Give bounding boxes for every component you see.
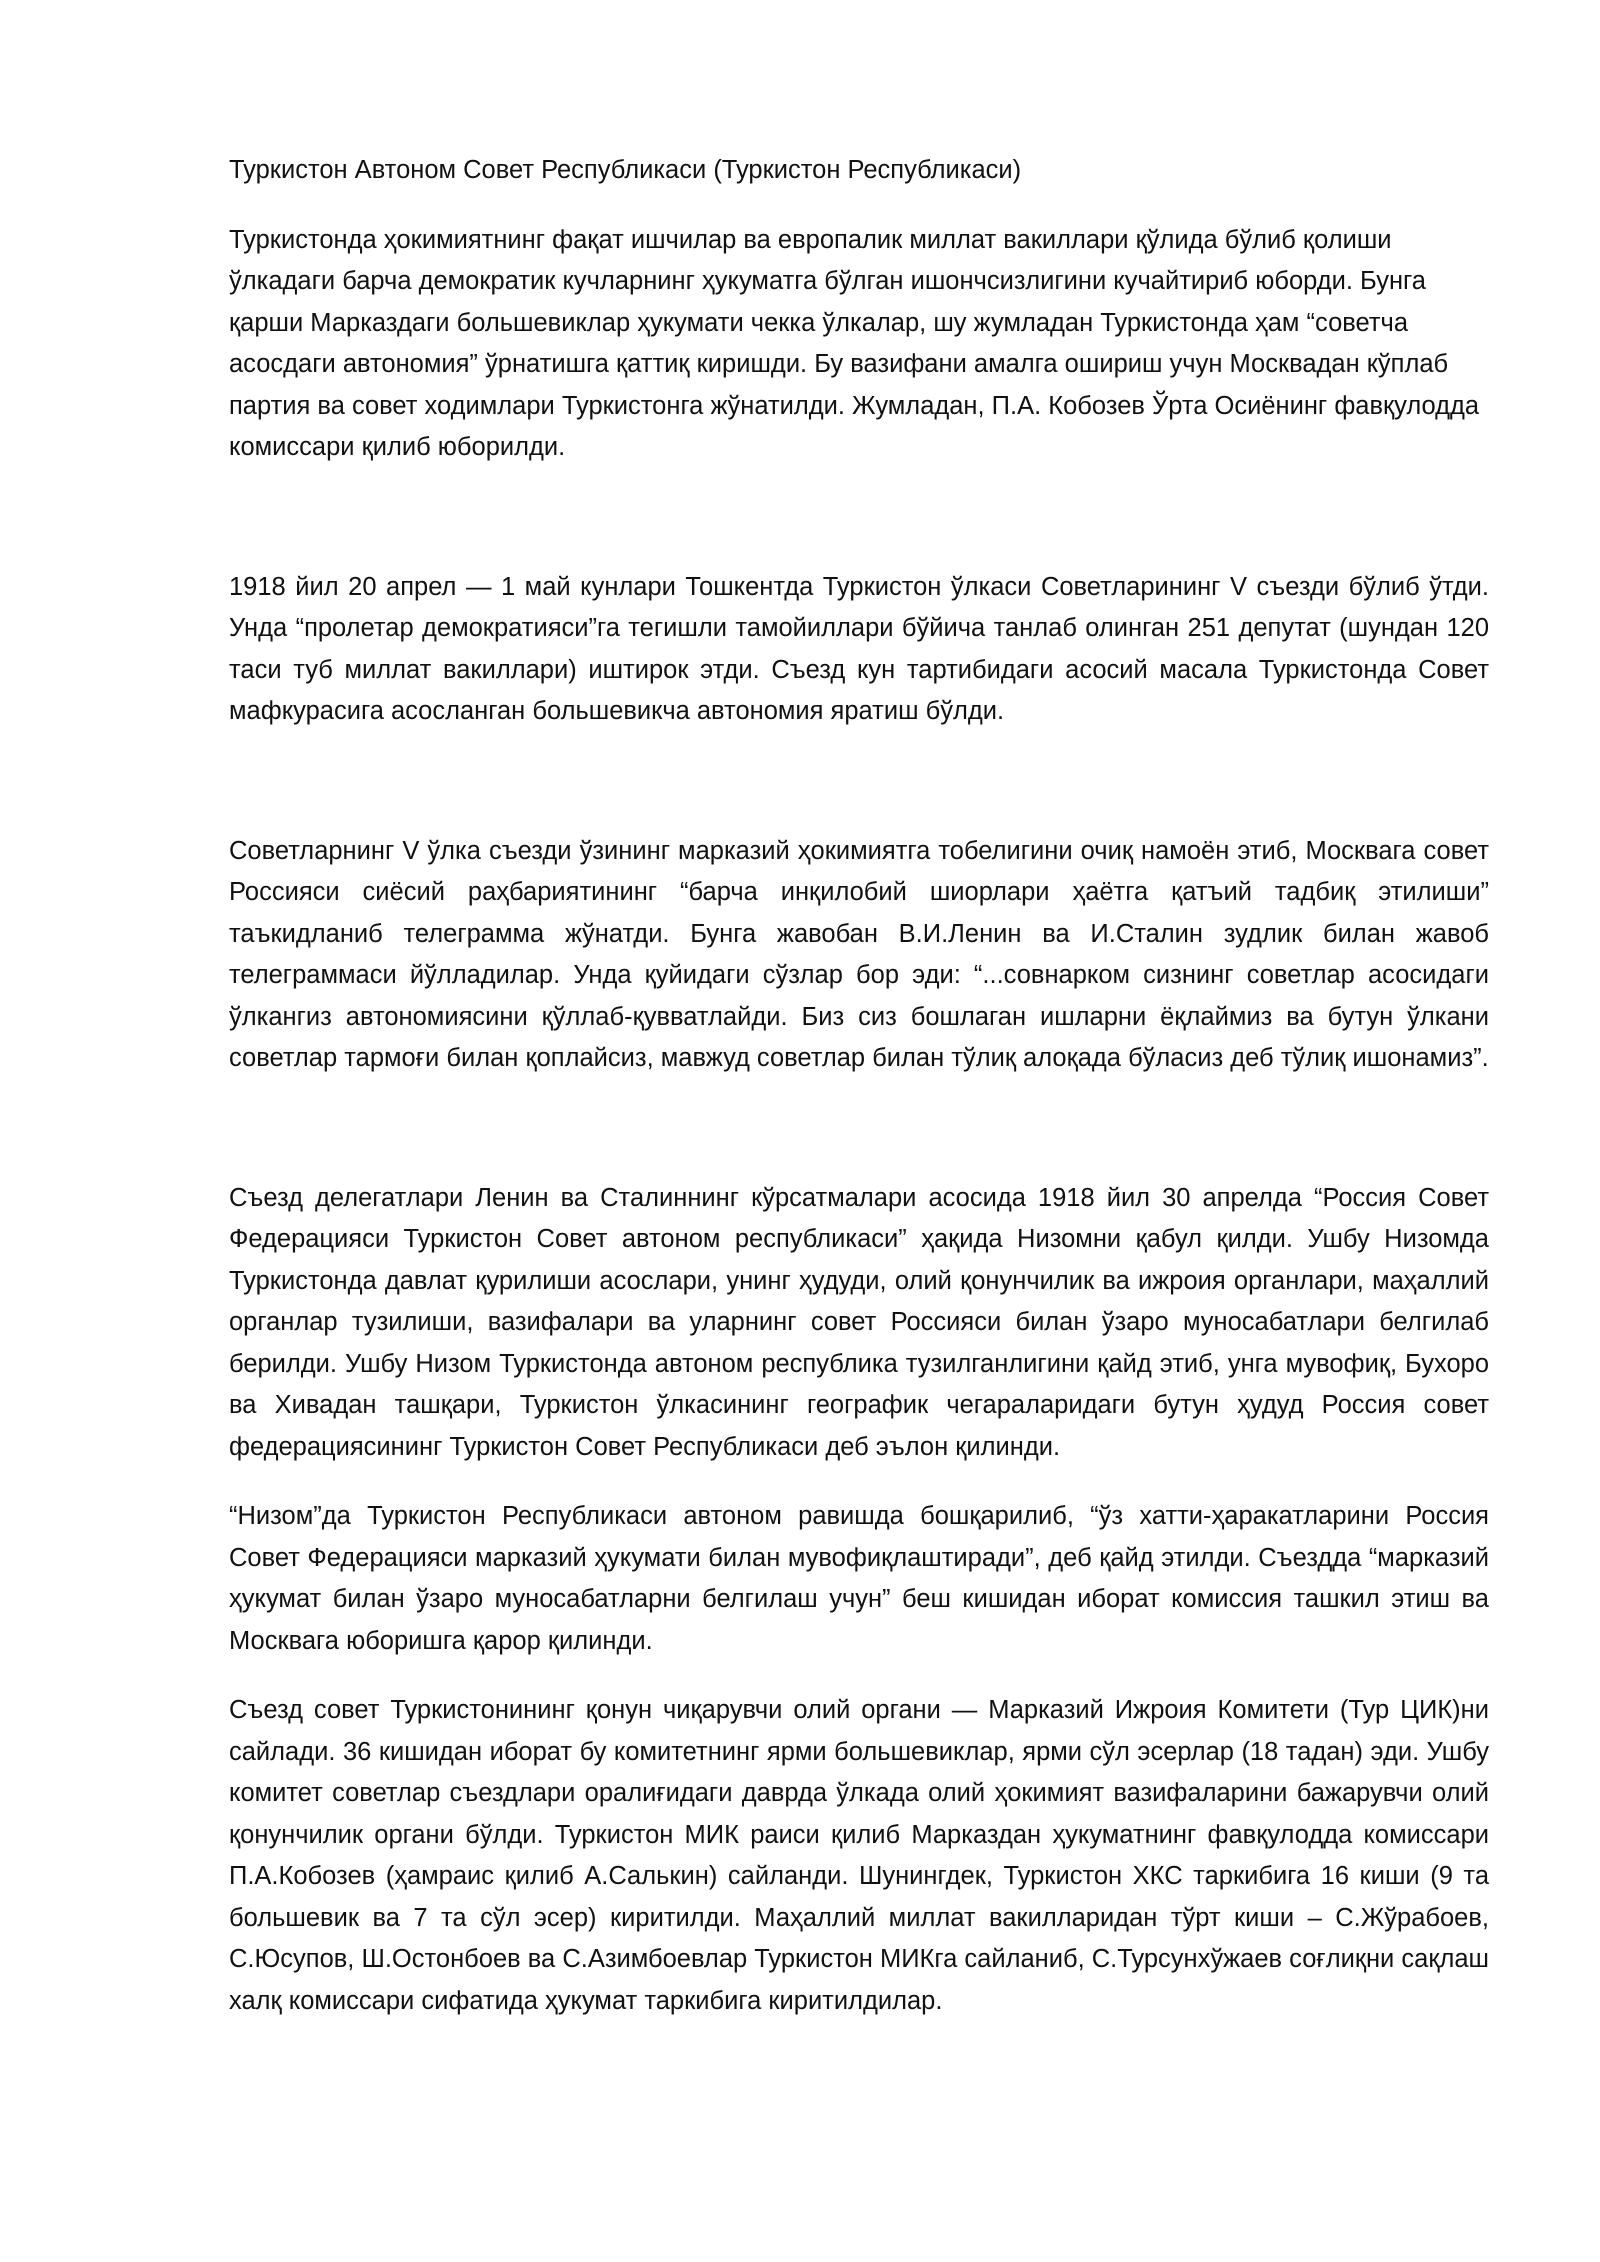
paragraph-gap — [229, 469, 1489, 567]
paragraph-4: Съезд делегатлари Ленин ва Сталиннинг кўрсатмалари асосида 1918 йил 30 апрелда “Россия Совет Федерацияси Туркистон Совет автоном республикаси” ҳақида Низомни қабул қилди. Ушбу Низомда Туркистонда давлат қурилиши асослари, унинг ҳудуди, олий қонунчилик ва ижроия органлари, маҳаллий органлар тузилиши, вазифалари ва уларнинг совет Россияси билан ўзаро муносабатлари белгилаб берилди. Ушбу Низом Туркистонда автоном республика тузилганлигини қайд этиб, унга мувофиқ, Бухоро ва Хивадан ташқари, Туркистон ўлкасининг географик чегараларидаги бутун ҳудуд Россия совет федерациясининг Туркистон Совет Республикаси деб эълон қилинди. — [229, 1183, 1489, 1461]
paragraph-gap — [229, 1662, 1489, 1690]
document-page — [229, 150, 1489, 2022]
paragraph-5: “Низом”да Туркистон Республикаси автоном равишда бошқарилиб, “ўз хатти-ҳаракатларини Россия Совет Федерацияси марказий ҳукумати билан мувофиқлаштиради”, деб қайд этилди. Съездда “марказий ҳукумат билан ўзаро муносабатларни белгилаш учун” беш кишидан иборат комиссия ташкил этиш ва Москвага юборишга қарор қилинди. — [229, 1502, 1489, 1655]
document-title: Туркистон Автоном Совет Республикаси (Туркистон Республикаси) — [229, 156, 1022, 184]
paragraph-gap — [229, 733, 1489, 831]
paragraph-3: Советларнинг V ўлка съезди ўзининг марказий ҳокимиятга тобелигини очиқ намоён этиб, Москвага совет Россияси сиёсий раҳбариятининг “барча инқилобий шиорлари ҳаётга қатъий тадбиқ этилиши” таъкидланиб телеграмма жўнатди. Бунга жавобан В.И.Ленин ва И.Сталин зудлик билан жавоб телеграммаси йўлладилар. Унда қуйидаги сўзлар бор эди: “...совнарком сизнинг советлар асосидаги ўлкангиз автономиясини қўллаб-қувватлайди. Биз сиз бошлаган ишларни ёқлаймиз ва бутун ўлкани советлар тармоғи билан қоплайсиз, мавжуд советлар билан тўлиқ алоқада бўласиз деб тўлиқ ишонамиз”. — [229, 836, 1489, 1072]
paragraph-gap — [229, 1468, 1489, 1496]
paragraph-gap — [229, 1080, 1489, 1178]
paragraph-2: 1918 йил 20 апрел — 1 май кунлари Тошкентда Туркистон ўлкаси Советларининг V съезди бўлиб ўтди. Унда “пролетар демократияси”га тегишли тамойиллари бўйича танлаб олинган 251 депутат (шундан 120 таси туб миллат вакиллари) иштирок этди. Съезд кун тартибидаги асосий масала Туркистонда Совет мафкурасига асосланган большевикча автономия яратиш бўлди. — [229, 572, 1489, 725]
paragraph-6: Съезд совет Туркистонининг қонун чиқарувчи олий органи — Марказий Ижроия Комитети (Тур ЦИК)ни сайлади. 36 кишидан иборат бу комитетнинг ярми большевиклар, ярми сўл эсерлар (18 тадан) эди. Ушбу комитет советлар съездлари оралиғидаги даврда ўлкада олий ҳокимият вазифаларини бажарувчи олий қонунчилик органи бўлди. Туркистон МИК раиси қилиб Марказдан ҳукуматнинг фавқулодда комиссари П.А.Кобозев (ҳамраис қилиб А.Салькин) сайланди. Шунингдек, Туркистон ХКС таркибига 16 киши (9 та большевик ва 7 та сўл эсер) киритилди. Маҳаллий миллат вакилларидан тўрт киши – С.Жўрабоев, С.Юсупов, Ш.Остонбоев ва С.Азимбоевлар Туркистон МИКга сайланиб, С.Турсунхўжаев соғлиқни сақлаш халқ комиссари сифатида ҳукумат таркибига киритилдилар. — [229, 1696, 1489, 2015]
paragraph-1: Туркистонда ҳокимиятнинг фақат ишчилар ва европалик миллат вакиллари қўлида бўлиб қолиши ўлкадаги барча демократик кучларнинг ҳукуматга бўлган ишончсизлигини кучайтириб юборди. Бунга қарши Марказдаги большевиклар ҳукумати чекка ўлкалар, шу жумладан Туркистонда ҳам “советча асосдаги автономия” ўрнатишга қаттиқ киришди. Бу вазифани амалга ошириш учун Москвадан кўплаб партия ва совет ходимлари Туркистонга жўнатилди. Жумладан, П.А. Кобозев Ўрта Осиёнинг фавқулодда комиссари қилиб юборилди. — [229, 225, 1480, 461]
